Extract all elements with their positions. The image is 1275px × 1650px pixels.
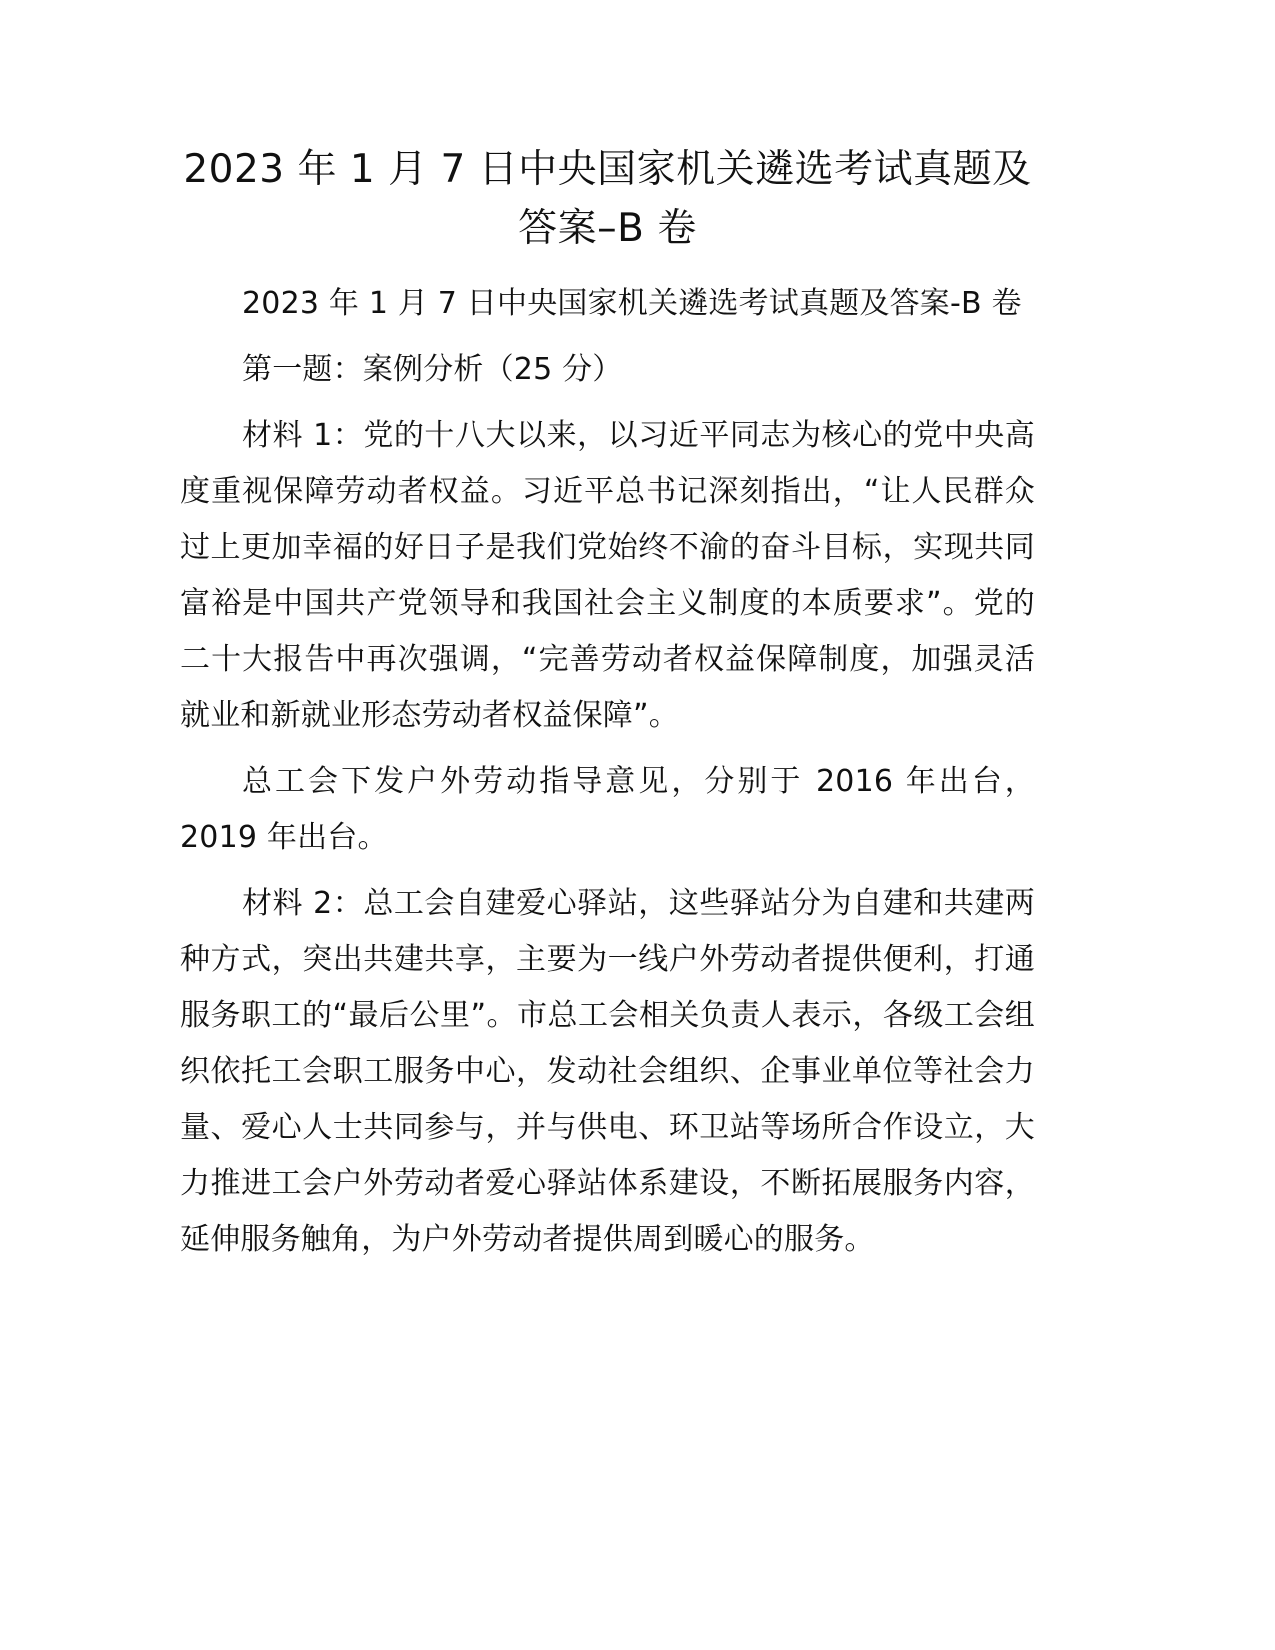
document-page xyxy=(180,140,1035,1268)
note-paragraph: 总工会下发户外劳动指导意见，分别于 2016 年出台，2019 年出台。 xyxy=(180,764,1035,855)
material-2-paragraph: 材料 2：总工会自建爱心驿站，这些驿站分为自建和共建两种方式，突出共建共享，主要为一线户外劳动者提供便利，打通服务职工的“最后公里”。市总工会相关负责人表示，各级工会组织依托工会职工服务中心，发动社会组织、企事业单位等社会力量、爱心人士共同参与，并与供电、环卫站等场所合作设立，大力推进工会户外劳动者爱心驿站体系建设，不断拓展服务内容，延伸服务触角，为户外劳动者提供周到暖心的服务。 xyxy=(180,886,1035,1257)
document-title-line-2: 答案–B 卷 xyxy=(518,206,697,251)
document-title xyxy=(180,140,1035,258)
question-heading: 第一题：案例分析（25 分） xyxy=(242,352,623,387)
document-title-line-1: 2023 年 1 月 7 日中央国家机关遴选考试真题及 xyxy=(183,147,1032,192)
material-1-paragraph: 材料 1：党的十八大以来，以习近平同志为核心的党中央高度重视保障劳动者权益。习近平总书记深刻指出，“让人民群众过上更加幸福的好日子是我们党始终不渝的奋斗目标，实现共同富裕是中国共产党领导和我国社会主义制度的本质要求”。党的二十大报告中再次强调，“完善劳动者权益保障制度，加强灵活就业和新就业形态劳动者权益保障”。 xyxy=(180,418,1035,733)
intro-paragraph: 2023 年 1 月 7 日中央国家机关遴选考试真题及答案-B 卷 xyxy=(242,286,1022,321)
